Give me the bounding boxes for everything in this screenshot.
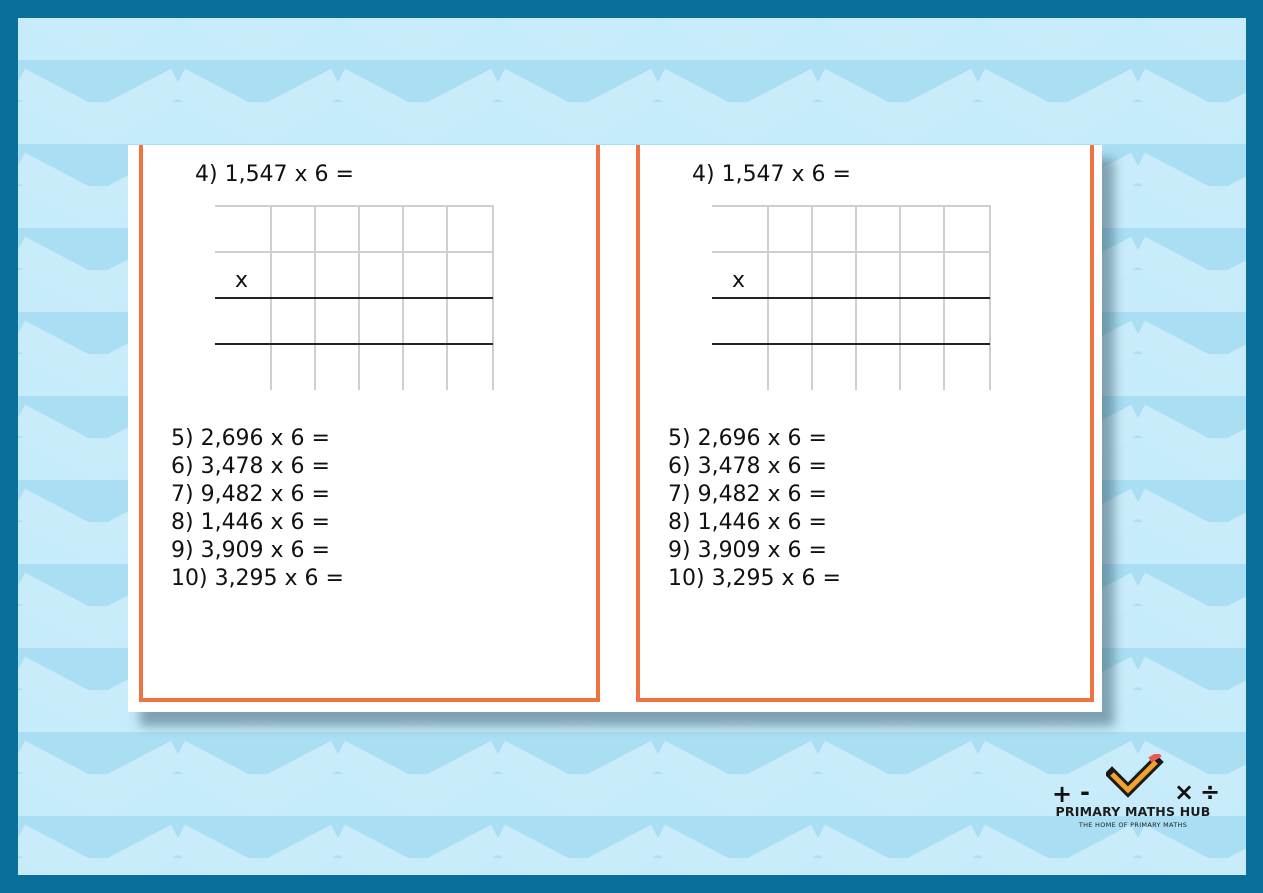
minus-icon: - xyxy=(1080,778,1090,806)
logo-tagline: THE HOME OF PRIMARY MATHS xyxy=(1078,821,1188,829)
multiply-icon: × xyxy=(1174,778,1195,806)
plus-icon: + xyxy=(1052,780,1073,808)
checkmark-pencil-icon xyxy=(1106,754,1168,802)
question-5: 5) 2,696 x 6 = xyxy=(171,426,330,451)
question-7: 7) 9,482 x 6 = xyxy=(668,482,827,507)
grid-operator: x xyxy=(235,268,249,293)
question-9: 9) 3,909 x 6 = xyxy=(171,538,330,563)
background xyxy=(18,18,1246,875)
grid-operator: x xyxy=(732,268,746,293)
worksheet-sheet xyxy=(128,145,1102,712)
question-8: 8) 1,446 x 6 = xyxy=(171,510,330,535)
question-10: 10) 3,295 x 6 = xyxy=(668,566,841,591)
question-10: 10) 3,295 x 6 = xyxy=(171,566,344,591)
question-4: 4) 1,547 x 6 = xyxy=(195,162,354,187)
question-list xyxy=(668,425,841,593)
question-5: 5) 2,696 x 6 = xyxy=(668,426,827,451)
multiplication-grid xyxy=(712,205,992,395)
question-9: 9) 3,909 x 6 = xyxy=(668,538,827,563)
question-4: 4) 1,547 x 6 = xyxy=(692,162,851,187)
question-6: 6) 3,478 x 6 = xyxy=(171,454,330,479)
question-6: 6) 3,478 x 6 = xyxy=(668,454,827,479)
question-7: 7) 9,482 x 6 = xyxy=(171,482,330,507)
logo-title: PRIMARY MATHS HUB xyxy=(1055,804,1211,819)
primary-maths-hub-logo xyxy=(1040,752,1230,832)
multiplication-grid xyxy=(215,205,495,395)
worksheet-panel-left xyxy=(139,145,600,702)
worksheet-panel-right xyxy=(636,145,1094,702)
divide-icon: ÷ xyxy=(1200,778,1221,806)
question-8: 8) 1,446 x 6 = xyxy=(668,510,827,535)
question-list xyxy=(171,425,344,593)
